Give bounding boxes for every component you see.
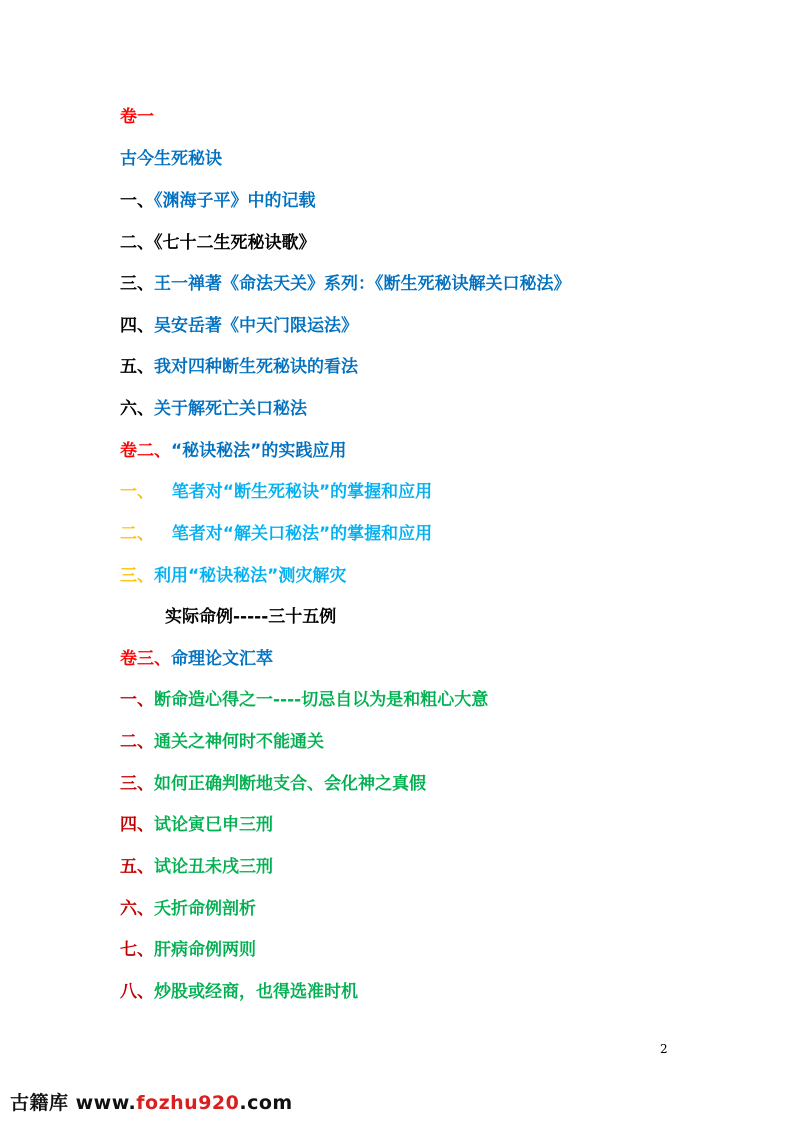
watermark-highlight: fozhu920 (136, 1092, 240, 1114)
toc-item: 二、 笔者对“解关口秘法”的掌握和应用 (120, 524, 433, 544)
toc-item: 五、试论丑未戌三刑 (120, 857, 273, 877)
toc-section-title: 古今生死秘诀 (120, 149, 222, 169)
toc-volume-3-heading: 卷三、命理论文汇萃 (120, 649, 273, 669)
toc-item: 三、利用“秘诀秘法”测灾解灾 (120, 566, 347, 586)
toc-item: 七、肝病命例两则 (120, 940, 256, 960)
toc-subitem: 实际命例-----三十五例 (165, 607, 337, 627)
watermark-prefix: 古籍库 www. (10, 1092, 137, 1114)
toc-item: 三、王一禅著《命法天关》系列：《断生死秘诀解关口秘法》 (120, 274, 571, 294)
toc-item: 三、如何正确判断地支合、会化神之真假 (120, 774, 426, 794)
toc-volume-1-heading: 卷一 (120, 107, 154, 127)
toc-volume-2-heading: 卷二、“秘诀秘法”的实践应用 (120, 441, 347, 461)
toc-item: 一、断命造心得之一----切忌自以为是和粗心大意 (120, 690, 489, 710)
toc-item: 八、炒股或经商，也得选准时机 (120, 982, 358, 1002)
toc-item: 六、关于解死亡关口秘法 (120, 399, 307, 419)
toc-item: 一、 笔者对“断生死秘诀”的掌握和应用 (120, 482, 433, 502)
toc-item: 四、吴安岳著《中天门限运法》 (120, 316, 358, 336)
watermark (10, 1088, 293, 1115)
toc-item: 五、我对四种断生死秘诀的看法 (120, 357, 358, 377)
toc-item: 二、通关之神何时不能通关 (120, 732, 324, 752)
watermark-suffix: .com (239, 1092, 293, 1114)
toc-item: 二、《七十二生死秘诀歌》 (120, 233, 316, 253)
toc-item: 六、夭折命例剖析 (120, 899, 256, 919)
toc-item: 一、《渊海子平》中的记载 (120, 191, 316, 211)
page-number: 2 (660, 1042, 668, 1056)
toc-item: 四、试论寅巳申三刑 (120, 815, 273, 835)
